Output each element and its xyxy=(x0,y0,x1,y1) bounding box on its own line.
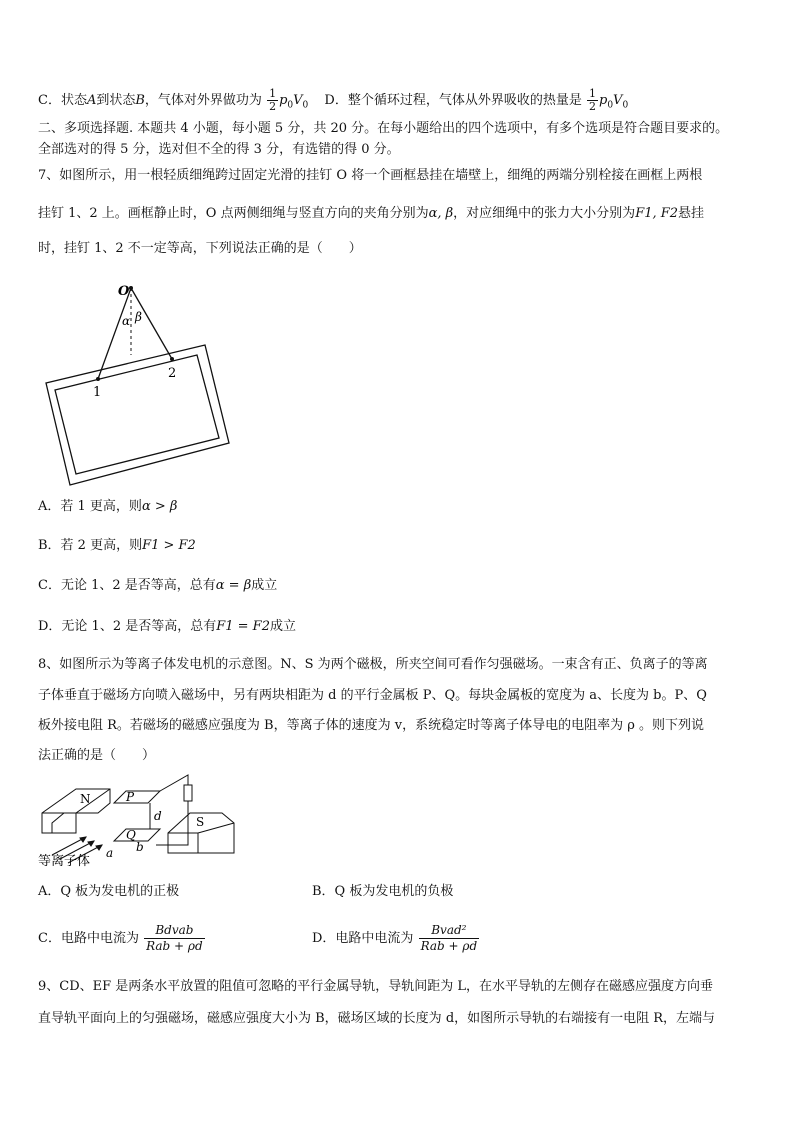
label-alpha: α xyxy=(122,314,131,328)
label-beta: β xyxy=(135,310,142,324)
label-n: N xyxy=(80,792,91,806)
q8-line1: 8、如图所示为等离子体发电机的示意图。N、S 为两个磁极，所夹空间可看作匀强磁场。一束含有正、负离子的等离 xyxy=(38,657,708,672)
peg-1 xyxy=(96,377,100,381)
label-a: a xyxy=(106,846,114,860)
label-plasma: 等离子体 xyxy=(38,854,91,868)
frame-inner xyxy=(55,355,219,474)
q9-line1: 9、CD、EF 是两条水平放置的阻值可忽略的平行金属导轨，导轨间距为 L，在水平导轨的左侧存在磁感应强度方向垂 xyxy=(38,979,714,994)
label-peg1: 1 xyxy=(93,385,102,400)
label-p: P xyxy=(126,790,135,804)
fraction-half: $\frac{1}{2}$ xyxy=(269,87,277,113)
q8-option-d: D．电路中电流为 $\frac{\text{Bvad²}}{\text{Rab + ρd}}$ xyxy=(312,923,478,953)
q7-option-c: C．无论 1、2 是否等高，总有α = β成立 xyxy=(38,578,278,593)
picture-frame-figure xyxy=(40,283,240,488)
q8-line2: 子体垂直于磁场方向喷入磁场中，另有两块相距为 d 的平行金属板 P、Q。每块金属板的宽度为 a、长度为 b。P、Q xyxy=(38,688,707,703)
q7-option-d: D．无论 1、2 是否等高，总有F1 = F2成立 xyxy=(38,619,296,634)
q7-option-a: A．若 1 更高，则α > β xyxy=(38,499,178,514)
label-peg2: 2 xyxy=(168,366,177,381)
resistor xyxy=(184,785,192,801)
q8-line3: 板外接电阻 R。若磁场的磁感应强度为 B，等离子体的速度为 v，系统稳定时等离子体导电的电阻率为 ρ 。则下列说 xyxy=(38,718,704,733)
fraction-half-2: $\frac{1}{2}$ xyxy=(588,87,596,113)
q8-line4: 法正确的是（ ） xyxy=(38,748,156,763)
q8-option-a: A．Q 板为发电机的正极 xyxy=(38,884,180,899)
q8-option-c: C．电路中电流为 $\frac{\text{Bdvab}}{\text{Rab + ρd}}$ xyxy=(38,923,203,953)
peg-2 xyxy=(170,357,174,361)
q7-option-b: B．若 2 更高，则F1 > F2 xyxy=(38,538,196,553)
q9-line2: 直导轨平面向上的匀强磁场，磁感应强度大小为 B，磁场区域的长度为 d，如图所示导轨的右端接有一电阻 R，左端与 xyxy=(38,1011,716,1026)
label-q: Q xyxy=(126,828,136,842)
plasma-generator-figure xyxy=(38,773,248,868)
plate-p xyxy=(114,791,160,803)
q7-line1: 7、如图所示，用一根轻质细绳跨过固定光滑的挂钉 O 将一个画框悬挂在墙壁上，细绳的两端分别栓接在画框上两根 xyxy=(38,168,703,183)
section2-line1: 二、多项选择题. 本题共 4 小题，每小题 5 分，共 20 分。在每小题给出的四个选项中，有多个选项是符合题目要求的。 xyxy=(38,121,729,136)
section2-line2: 全部选对的得 5 分，选对但不全的得 3 分，有选错的得 0 分。 xyxy=(38,142,400,157)
label-o: O xyxy=(118,284,130,299)
label-b: b xyxy=(136,840,144,854)
label-d: d xyxy=(154,809,162,823)
peg-o xyxy=(129,286,133,290)
magnet-n xyxy=(42,789,110,833)
rope-left xyxy=(98,288,131,379)
q7-line3: 时，挂钉 1、2 不一定等高，下列说法正确的是（ ） xyxy=(38,241,362,256)
q6-option-c-d: C．状态A到状态B，气体对外界做功为 $\frac{1}{2}$ $p_0V_0$ D．整个循环过程，气体从外界吸收的热量是 $\frac{1}{2}$ $p_0V_0$ xyxy=(38,87,629,113)
q8-option-b: B．Q 板为发电机的负极 xyxy=(312,884,454,899)
label-s: S xyxy=(196,815,205,829)
q7-line2: 挂钉 1、2 上。画框静止时，O 点两侧细绳与竖直方向的夹角分别为α, β，对应细绳中的张力大小分别为F1, F2悬挂 xyxy=(38,206,705,221)
